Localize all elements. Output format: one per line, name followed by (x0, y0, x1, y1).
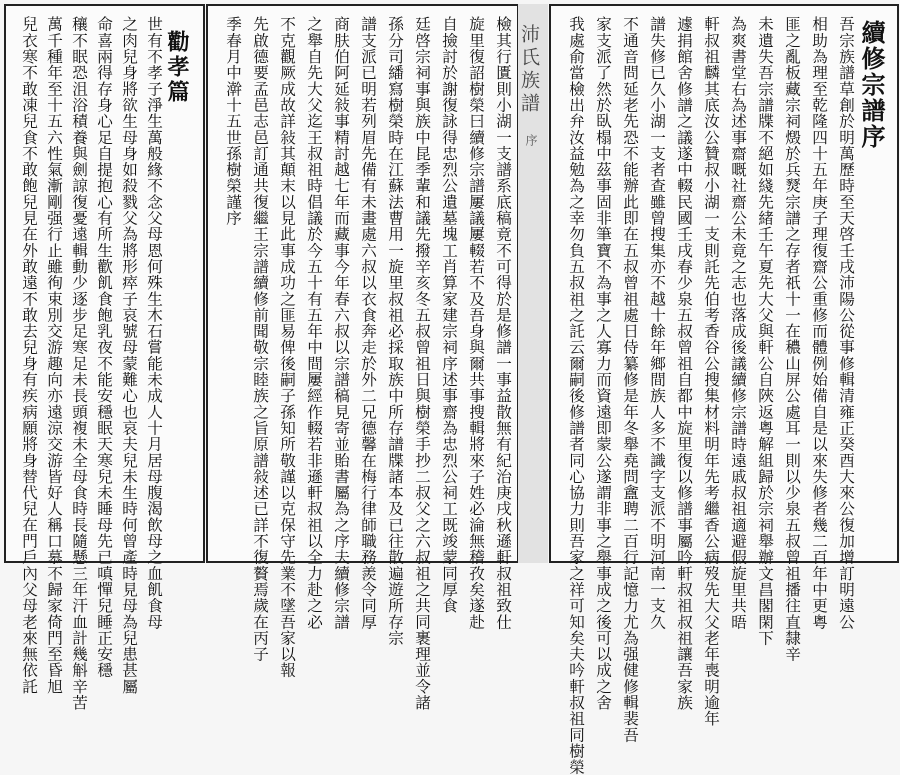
spine-section: 序 (524, 134, 538, 146)
preface-text-column: 吾宗族譜草創於明萬歷時至天啓壬戌沛陽公從事修輯清雍正癸酉大來公復加增訂明遠公 (837, 16, 855, 630)
preface-continuation-text-column: 孫分司繙寫樹榮時在江蘇法曹用一旋里叔祖必採取族中所存譜牒諸本及已往散遍遊所存宗 (386, 16, 404, 646)
preface-text-column: 軒叔祖麟其底汝公贊叔小湖一支則託先伯考香谷公搜集材料明年先考繼香公病歿先大父老年喪明逾年 (702, 16, 720, 727)
filial-piety-text-column: 穰不眠恐沮浴積養與劍諒復憂遠輯動少逐步足寒足未長頭複未全母食時長隨懸三年汗血計幾斛辛苦 (70, 16, 88, 711)
preface-continuation-text-column: 譜支派已明若列眉先備有未畫處六叔以衣食奔走於外二兄德馨在梅行律師職務羨令同厚 (359, 16, 377, 630)
preface-title: 續修宗譜序 (857, 20, 886, 150)
preface-continuation-text-column: 先啟德要孟邑志邑訂通共復繼王宗譜續修前聞敬宗睦族之旨原譜敍述已詳不復贅焉歲在丙子 (251, 16, 269, 662)
preface-continuation-text-column: 季春月中澣十五世孫樹榮謹序 (224, 16, 242, 226)
filial-piety-text-column: 萬千種年至十五六性氣漸剛强行止雖徇束別交游趣向亦遠涼交游皆好人稱口慕不歸家倚門至昏旭 (45, 16, 63, 695)
filial-piety-text-column: 命喜兩得存身心足自提抱心有所生歡飢食飽乳夜不能安穩眠天寒兒未睡母先已嗔憚兒睡正安穩 (95, 16, 113, 679)
filial-piety-text-column: 之肉兒身將欲生母身如殺戮父為將形瘁子哀號母蒙難心也哀夫兒未生時何曾產時見母為兒患甚屬 (120, 16, 138, 695)
preface-text-column: 遽捐館舍修譜之議遂中輟民國壬戌春少泉五叔曾祖自都中旋里復以修譜事屬吟軒叔祖叔祖讓吾家族 (675, 16, 693, 711)
preface-text-column: 我處俞當檢出弁汝益勉為之幸勿負五叔祖之託云爾嗣後修譜者同心協力則吾家之祥可知矣夫吟軒叔祖同樹榮 (567, 16, 585, 775)
filial-piety-title: 勸孝篇 (164, 30, 190, 105)
preface-text-column: 為爽書堂右為述事齋嘅社齋公未竟之志也落成後議續修宗譜時遠戚叔祖適避假旋里共晤 (729, 16, 747, 630)
preface-text-column: 相助為理至乾隆四十五年庚子理復齋公重修而體例始備自是以來失修者幾二百年中更粤 (810, 16, 828, 630)
preface-continuation-text-column: 商肤伯阿延敍事精討越七年而藏事今年春六叔以宗譜稿見寄並貽書屬為之序夫續修宗譜 (332, 16, 350, 630)
preface-continuation-text-column: 之舉自先大父迄王叔祖時倡議於今五十有五年中間屢經作輟若非遜軒叔祖以全力赴之必 (305, 16, 323, 630)
preface-continuation-text-column: 廷啓宗祠事與族中昆季輩和議先撥辛亥冬五叔曾祖日與樹榮手抄二叔父之六叔祖之共同裹理並令諸 (413, 16, 431, 711)
preface-continuation-text-column: 不克觀厥成故詳敍其顛末以見此事成功之匪易俾後嗣子孫知所敬謹以克保守先業不墜吾家以報 (278, 16, 296, 679)
preface-text-column: 未遺失吾宗譜牒不絕如綫先緒壬午夏先大父與軒公自陜返粤解組歸於宗祠舉辦文昌閣閑下 (756, 16, 774, 646)
left-document-frame (4, 4, 205, 711)
preface-text-column: 譜失修已久小湖一支者查雖曾搜集亦不越十餘年鄉間族人多不識字支派不明河南一支久 (648, 16, 666, 630)
center-document-frame (206, 4, 548, 711)
right-document-frame (549, 4, 899, 775)
filial-piety-text-column: 世有不孝子淨生萬般緣不念父母恩何殊生木石嘗能未成人十月居母腹渴飲母之血飢食母 (145, 16, 163, 630)
preface-continuation-text-column: 自撿討於謝復詠得忠烈公遺墓塊工肖算家建宗祠序述事齋為忠烈公祠工既竣蒙同厚食 (440, 16, 458, 614)
preface-text-column: 家支派了然於臥榻中茲事固非筆寶不為事之人寡力而資遠即蒙公遂謂非事之舉事成之後可以成之舍 (594, 16, 612, 711)
preface-continuation-text-column: 檢其行匱則小湖一支譜系底稿竟不可得於是修譜一事益散無有紀治庚戌秋遜軒叔祖致仕 (494, 16, 512, 630)
preface-text-column: 匪之亂板藏宗祠燬於兵燹宗譜之存者祇十一在穠山屏公處耳一則以少泉五叔曾祖播往直隸辛 (783, 16, 801, 662)
preface-continuation-text-column: 旋里復詔樹榮曰續修宗譜屢議屢輟若不及吾身與爾共事搜輯將來子姓必淪無稽孜矣遂赴 (467, 16, 485, 630)
filial-piety-text-column: 兒衣寒不敢凍兒食不敢飽兒見在外敢遠不敢去兒身有疾病願將身替代兒在門戶內父母老來無依託 (20, 16, 38, 695)
spine-title: 沛氏族譜 (518, 24, 540, 116)
preface-text-column: 不通音問延老先恐不能辦此即在五叔曾祖處日侍纂修是年冬舉堯問盦聘二百行記憶力尤為强健修輯裴吾 (621, 16, 639, 743)
